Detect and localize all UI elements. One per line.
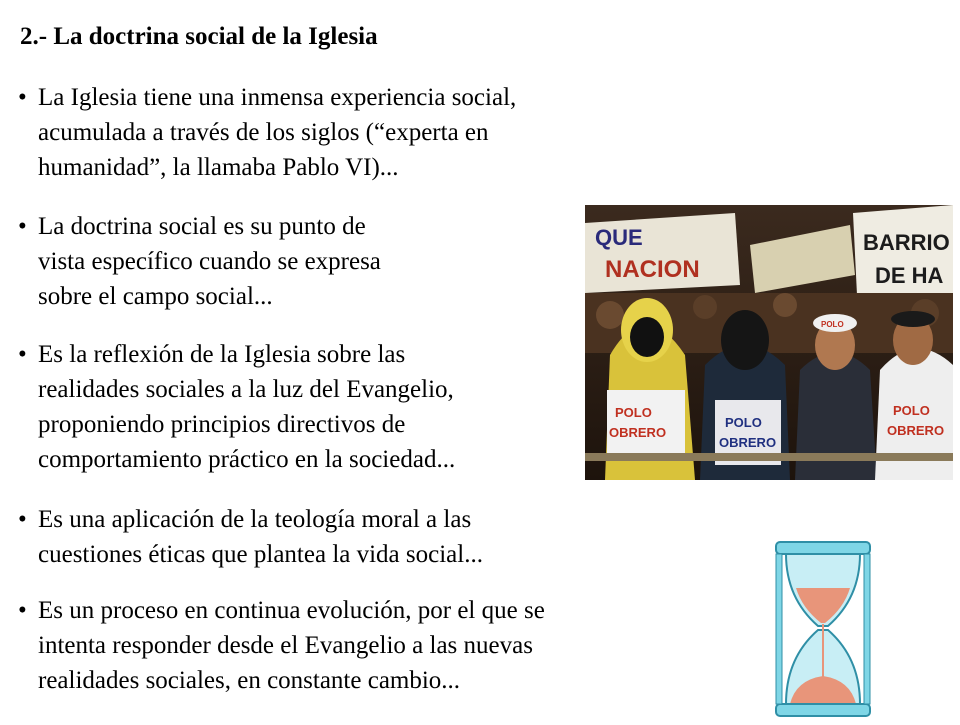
- banner-text: DE HA: [875, 263, 944, 288]
- bullet-item: [18, 80, 516, 185]
- bullet-line: acumulada a través de los siglos (“experta en: [38, 119, 489, 146]
- slide-title: 2.- La doctrina social de la Iglesia: [20, 23, 378, 50]
- banner-text: BARRIO: [863, 230, 950, 255]
- banner: [585, 213, 740, 293]
- bullet-item: [18, 337, 455, 477]
- bullet-item: [18, 502, 483, 572]
- svg-text:OBRERO: OBRERO: [719, 435, 777, 450]
- bullet-line: vista específico cuando se expresa: [38, 248, 381, 275]
- bullet-line: sobre el campo social...: [38, 283, 273, 310]
- bullet-line: proponiendo principios directivos de: [38, 411, 406, 438]
- svg-text:POLO: POLO: [615, 405, 652, 420]
- svg-text:POLO: POLO: [893, 403, 930, 418]
- bullet-line: Es la reflexión de la Iglesia sobre las: [38, 341, 406, 368]
- bullet-item: [18, 209, 381, 314]
- bullet-line: comportamiento práctico en la sociedad...: [38, 446, 456, 473]
- banner: [853, 205, 953, 300]
- protest-photo: [585, 205, 953, 480]
- svg-text:OBRERO: OBRERO: [887, 423, 945, 438]
- svg-text:OBRERO: OBRERO: [609, 425, 667, 440]
- bullet-line: realidades sociales, en constante cambio...: [38, 667, 461, 694]
- bullet-item: [18, 593, 545, 698]
- svg-text:POLO: POLO: [725, 415, 762, 430]
- bullet-line: humanidad”, la llamaba Pablo VI)...: [38, 154, 399, 181]
- banner-text: NACION: [605, 256, 700, 283]
- bullet-line: cuestiones éticas que plantea la vida social...: [38, 541, 483, 568]
- bullet-marker: •: [18, 506, 27, 533]
- bullet-marker: •: [18, 84, 27, 111]
- bullet-line: Es un proceso en continua evolución, por el que se: [38, 597, 545, 624]
- bullet-marker: •: [18, 597, 27, 624]
- bullet-marker: •: [18, 341, 27, 368]
- hourglass-icon: [762, 538, 884, 720]
- bullet-line: realidades sociales a la luz del Evangelio,: [38, 376, 454, 403]
- bullet-marker: •: [18, 213, 27, 240]
- bullet-line: La Iglesia tiene una inmensa experiencia social,: [38, 84, 517, 111]
- cap-text: POLO: [821, 320, 844, 329]
- bullet-line: Es una aplicación de la teología moral a las: [38, 506, 472, 533]
- bullet-line: intenta responder desde el Evangelio a las nuevas: [38, 632, 533, 659]
- bullet-line: La doctrina social es su punto de: [38, 213, 366, 240]
- banner-text: QUE: [595, 225, 643, 250]
